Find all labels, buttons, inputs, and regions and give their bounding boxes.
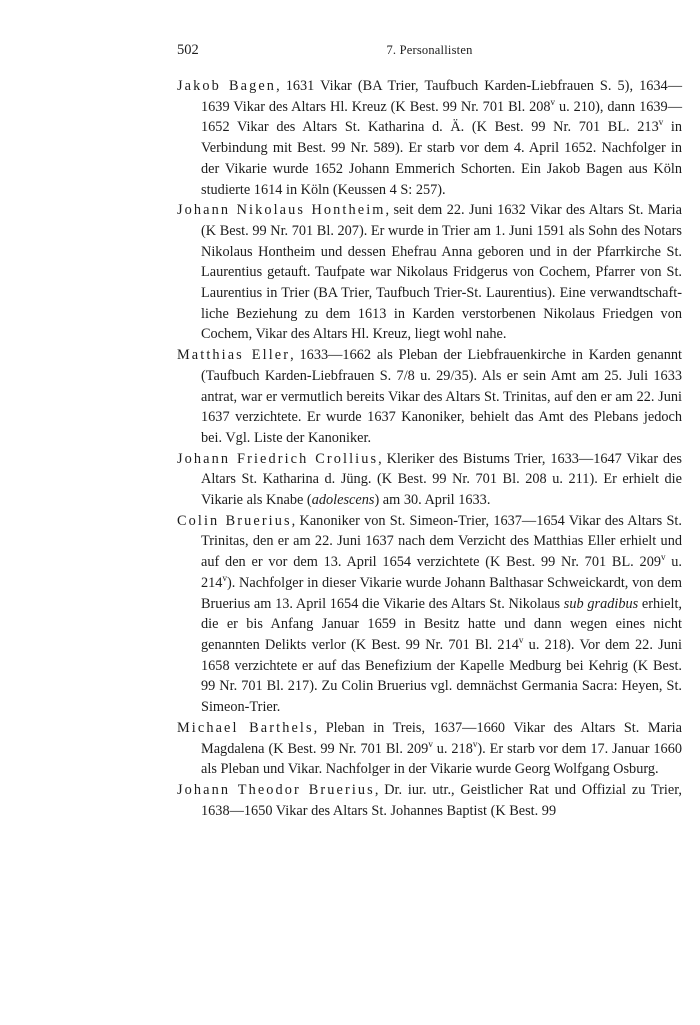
entry-text: , 1633—1662 als Pleban der Liebfrauenkirche in Karden genannt (Taufbuch Karden-Liebfrauen S. 7/8 u. 29/35). Als er sein Amt am 25. Juli 1633 antrat, war er vermutlich bereits Vikar des Altars St. Trinitas, auf den er am 22. Juni 1637 verzichtete. Er wurde 1637 Kanoniker, behielt das Amt des Plebans jedoch bei. Vgl. Liste der Kanoniker. xyxy=(201,347,682,446)
entry-name: Johann Friedrich Crollius xyxy=(177,450,379,467)
entry-text: u. 214 xyxy=(201,554,683,591)
folio-verso-mark: v xyxy=(658,117,664,128)
entry-text: ) am 30. April 1633. xyxy=(374,492,491,509)
entry-text: u. 210), dann 1639—1652 Vikar des Altars St. Katharina d. Ä. (K Best. 99 Nr. 701 BL. 213 xyxy=(201,98,682,136)
entry xyxy=(177,780,682,821)
entry-text: u. 218 xyxy=(432,740,473,757)
entry-text: , seit dem 22. Juni 1632 Vikar des Altars St. Maria (K Best. 99 Nr. 701 Bl. 207). Er wurde in Trier am 1. Juni 1591 als Sohn des Notars Nikolaus Hontheim und dessen Ehefrau Anna geboren und in der Pfarrkirche St. Laurentius getauft. Taufpate war Nikolaus Fridgerus von Cochem, Pfarrer von St. Laurentius in Trier (BA Trier, Taufbuch Trier-St. Laurentius). Eine verwandtschaftliche Beziehung zu dem 1613 in Karden verstorbenen Nikolaus Friedgen von Cochem, Vikar des Altars Hl. Kreuz, liegt wohl nahe. xyxy=(201,202,682,343)
entry-text: in Verbindung mit Best. 99 Nr. 589). Er starb vor dem 4. April 1652. Nachfolger in der Vikarie wurde 1652 Johann Emmerich Schorten. Ein Jakob Bagen aus Köln studierte 1614 in Köln (Keussen 4 S: 257). xyxy=(201,119,682,198)
entry-name: Colin Bruerius xyxy=(177,512,292,529)
book-page xyxy=(177,42,682,821)
folio-verso-mark: v xyxy=(518,635,524,646)
entry-name: Jakob Bagen xyxy=(177,78,277,94)
entry xyxy=(177,511,682,718)
entry-name: Michael Barthels xyxy=(177,719,314,736)
entry-name: Johann Theodor Bruerius xyxy=(177,781,375,798)
entry-list xyxy=(177,76,682,821)
folio-verso-mark: v xyxy=(550,96,556,107)
entry-text: , 1631 Vikar (BA Trier, Taufbuch Karden-Liebfrauen S. 5), 1634—1639 Vikar des Altars Hl. Kreuz (K Best. 99 Nr. 701 Bl. 208 xyxy=(201,78,682,115)
entry-text: u. 218). Vor dem 22. Juni 1658 verzichtete er auf das Benefizium der Kapelle Medburg bei Kehrig (K Best. 99 Nr. 701 Bl. 217). Zu Colin Bruerius vgl. demnächst Germania Sacra: Heyen, St. Simeon-Trier. xyxy=(201,636,682,716)
entry-text: , Dr. iur. utr., Geistlicher Rat und Offizial zu Trier, 1638—1650 Vikar des Altars St. Johannes Baptist (K Best. 99 xyxy=(201,781,682,819)
page-number: 502 xyxy=(177,42,199,58)
section-title: 7. Personallisten xyxy=(386,43,473,57)
folio-verso-mark: v xyxy=(661,552,666,563)
entry xyxy=(177,718,682,780)
entry-text: erhielt, die er bis Anfang Januar 1659 in Besitz hatte und dann wegen eines nicht genannten Delikts verlor (K Best. 99 Nr. 701 Bl. 214 xyxy=(201,595,682,653)
entry-name: Matthias Eller xyxy=(177,347,291,364)
entry-text: , Kanoniker von St. Simeon-Trier, 1637—1654 Vikar des Altars St. Trinitas, den er am 22. Juni 1637 nach dem Verzicht des Matthias Eller erhielt und auf den er vor dem 13. April 1654 verzichtete (K Best. 99 Nr. 701 BL. 209 xyxy=(201,512,682,571)
folio-verso-mark: v xyxy=(222,573,227,584)
running-header xyxy=(177,42,682,66)
entry-text: , Pleban in Treis, 1637—1660 Vikar des Altars St. Maria Magdalena (K Best. 99 Nr. 701 Bl. 209 xyxy=(201,719,682,757)
entry-text: ). Er starb vor dem 17. Januar 1660 als Pleban und Vikar. Nachfolger in der Vikarie wurde Georg Wolfgang Osburg. xyxy=(201,740,682,778)
folio-verso-mark: v xyxy=(472,738,478,749)
entry xyxy=(177,449,682,511)
entry-text: ). Nachfolger in dieser Vikarie wurde Johann Balthasar Schweickardt, von dem Bruerius am 13. April 1654 die Vikarie des Altars St. Nikolaus xyxy=(201,574,682,612)
entry-text: , Kleriker des Bistums Trier, 1633—1647 Vikar des Altars St. Katharina d. Jüng. (K Best. 99 Nr. 701 Bl. 208 u. 211). Er erhielt die Vikarie als Knabe ( xyxy=(201,450,682,509)
entry-name: Johann Nikolaus Hontheim xyxy=(177,202,386,219)
latin-term: sub gradibus xyxy=(563,595,639,612)
latin-term: adolescens xyxy=(311,492,375,509)
entry xyxy=(177,345,682,449)
folio-verso-mark: v xyxy=(428,738,433,749)
entry xyxy=(177,200,682,345)
entry xyxy=(177,76,682,200)
